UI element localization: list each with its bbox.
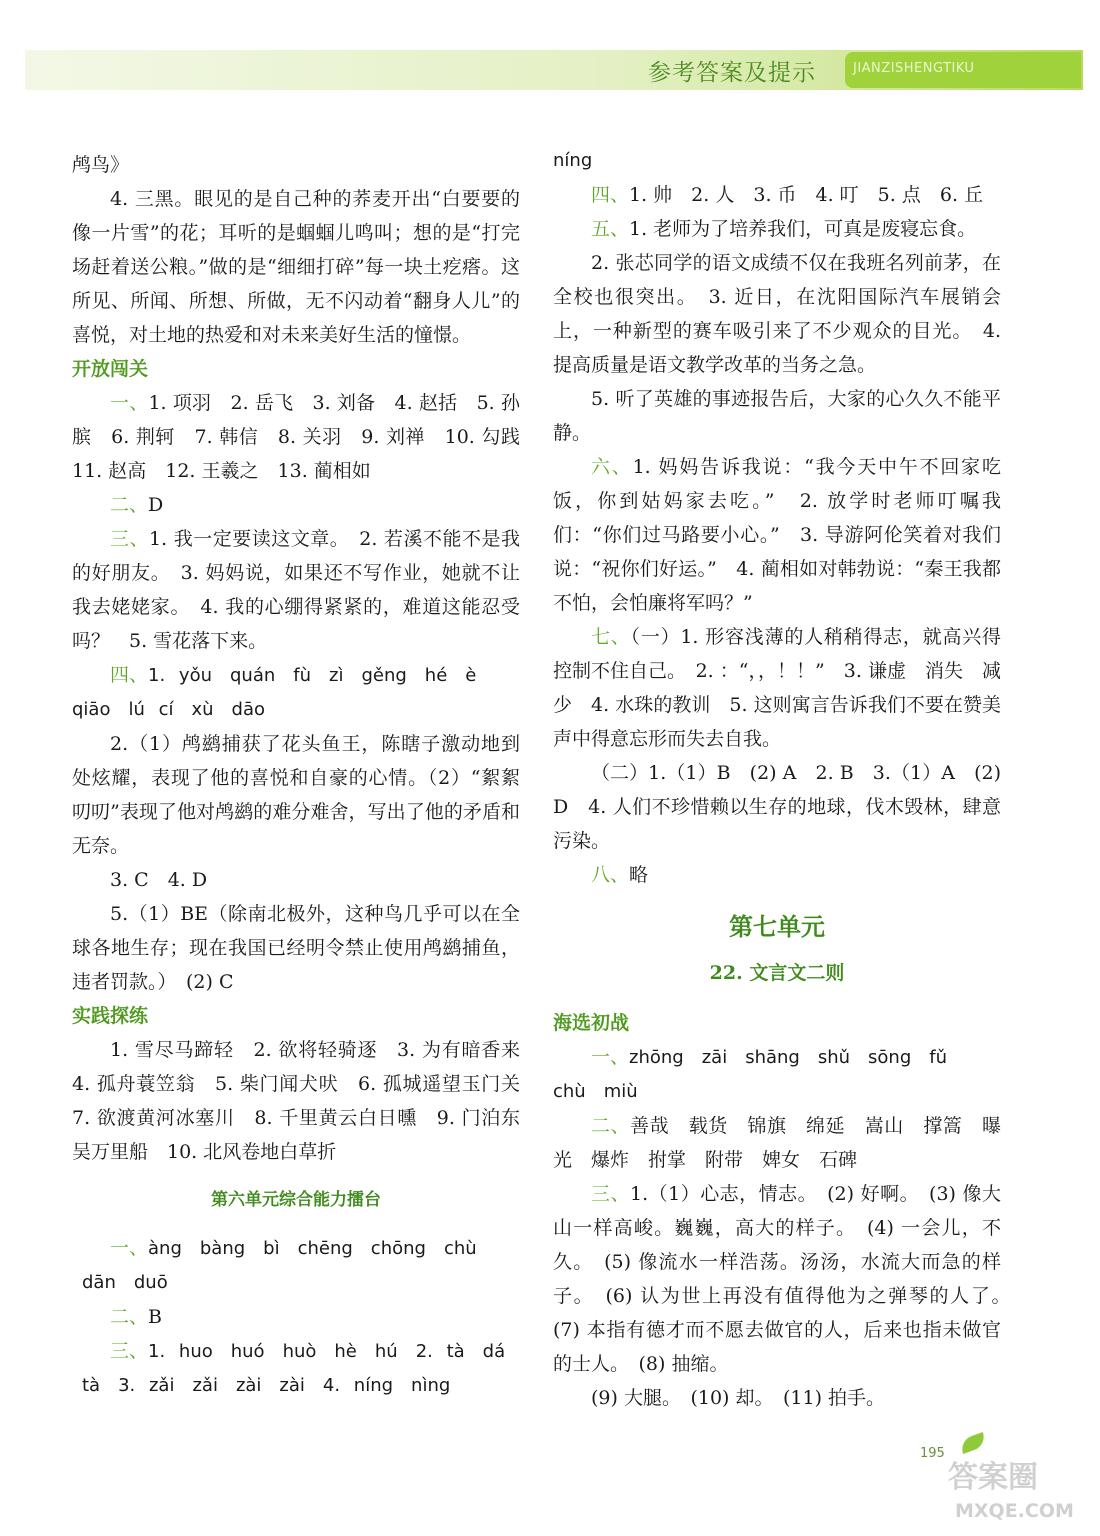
answer-line: 1. 雪尽马蹄轻 2. 欲将轻骑逐 3. 为有暗香来 4. 孤舟蓑笠翁 5. 柴门闻犬吠 6. 孤城遥望玉门关 7. 欲渡黄河冰塞川 8. 千里黄云白日曛 9. 门泊东吴万里船 10. 北风卷地白草折 <box>72 1039 540 1163</box>
item-mark: 五、 <box>591 218 630 240</box>
left-column <box>72 148 540 1403</box>
right-column <box>553 148 1021 1415</box>
item-mark: 二、 <box>591 1115 631 1137</box>
item-mark: 一、 <box>110 392 149 414</box>
comprehensive-title: 第六单元综合能力擂台 <box>211 1190 381 1210</box>
item-text: 1. 项羽 2. 岳飞 3. 刘备 4. 赵括 5. 孙膑 6. 荆轲 7. 韩信 8. 关羽 9. 刘禅 10. 勾践 11. 赵高 12. 王羲之 13. 蔺相如 <box>72 392 540 482</box>
item-mark: 三、 <box>110 528 150 550</box>
pinyin-line: 1. yǒu quán fù zì gěng hé è <box>148 665 477 686</box>
answer-item <box>72 1300 520 1334</box>
lesson-title: 22. 文言文二则 <box>709 962 845 984</box>
answer-item <box>72 522 520 658</box>
section-heading: 开放闯关 <box>72 358 149 380</box>
unit-title: 第七单元 <box>729 912 825 941</box>
section-heading: 实践探练 <box>72 1005 149 1027</box>
answer-item <box>553 178 1001 212</box>
item-text: 1.（1）心志，情志。 (2) 好啊。 (3) 像大山一样高峻。巍巍，高大的样子。 (4) 一会儿，不久。 (5) 像流水一样浩荡。汤汤，水流大而急的样子。 (6) 认为世上再没有值得他为之弹琴的人了。 (7) 本指有德才而不愿去做官的人，后来也指未做官的士人。 (8) 抽缩。 <box>553 1183 1021 1375</box>
item-mark: 六、 <box>591 456 633 478</box>
answer-item <box>72 1231 520 1266</box>
answer-item <box>72 658 520 693</box>
pinyin-line: zhōng zāi shāng shǔ sōng fǔ <box>629 1047 948 1068</box>
item-text: D <box>148 494 164 516</box>
item-mark: 二、 <box>110 1306 149 1328</box>
answer-item <box>553 620 1001 756</box>
answer-item <box>553 1109 1001 1177</box>
item-mark: 三、 <box>110 1340 149 1362</box>
answer-item <box>553 1040 1001 1075</box>
item-mark: 一、 <box>591 1046 630 1068</box>
header-title: 参考答案及提示 <box>648 60 816 86</box>
item-text: （一）1. 形容浅薄的人稍稍得志，就高兴得控制不住自己。 2. ：“，，！！” 3. 谦虚 消失 减少 4. 水珠的教训 5. 这则寓言告诉我们不要在赞美声中得意忘形而失去自我。 <box>553 626 1001 750</box>
section-heading: 海选初战 <box>553 1012 630 1034</box>
page-number: 195 <box>920 1446 945 1461</box>
answer-line: （二）1.（1）B (2) A 2. B 3.（1）A (2) D 4. 人们不珍惜赖以生存的地球，伐木毁林，肆意污染。 <box>553 762 1001 852</box>
answer-line: 2.（1）鸬鹚捕获了花头鱼王，陈瞎子激动地到处炫耀，表现了他的喜悦和自豪的心情。（2）“絮絮叨叨”表现了他对鸬鹚的难分难舍，写出了他的矛盾和无奈。 <box>72 733 520 857</box>
item-text: 1. 我一定要读这文章。 2. 若溪不能不是我的好朋友。 3. 妈妈说，如果还不写作业，她就不让我去姥姥家。 4. 我的心绷得紧紧的，难道这能忍受吗？ 5. 雪花落下来。 <box>72 528 520 652</box>
answer-line: 鸬鸟》 <box>72 154 130 176</box>
item-mark: 四、 <box>110 664 149 686</box>
pinyin-line: dān duō <box>82 1272 168 1293</box>
item-mark: 一、 <box>110 1237 149 1259</box>
watermark-logo: 答案圈 <box>948 1460 1038 1495</box>
item-mark: 二、 <box>110 494 149 516</box>
pinyin-line: tà 3. zǎi zǎi zài zài 4. níng nìng <box>82 1375 451 1396</box>
answer-line: (9) 大腿。 (10) 却。 (11) 拍手。 <box>591 1387 886 1409</box>
answer-line: 5. 听了英雄的事迹报告后，大家的心久久不能平静。 <box>553 388 1001 444</box>
answer-line: 2. 张芯同学的语文成绩不仅在我班名列前茅，在全校也很突出。 3. 近日，在沈阳国际汽车展销会上，一种新型的赛车吸引来了不少观众的目光。 4. 提高质量是语文教学改革的当务之急。 <box>553 252 1001 376</box>
item-mark: 三、 <box>591 1183 630 1205</box>
pinyin-line: qiāo lú cí xù dāo <box>72 699 266 720</box>
header-brand: JIANZISHENGTIKU <box>853 61 975 76</box>
item-text: 1. 妈妈告诉我说：“我今天中午不回家吃饭，你到姑妈家去吃。” 2. 放学时老师叮嘱我们：“你们过马路要小心。” 3. 导游阿伦笑着对我们说：“祝你们好运。” 4. 蔺相如对韩勃说：“秦王我都不怕，会怕廉将军吗？” <box>553 456 1001 614</box>
answer-item <box>72 1334 520 1369</box>
pinyin-line: 1. huo huó huò hè hú 2. tà dá <box>148 1341 506 1362</box>
item-mark: 七、 <box>591 626 631 648</box>
answer-line: 4. 三黑。眼见的是自己种的荞麦开出“白要要的像一片雪”的花；耳听的是蝈蝈儿鸣叫；想的是“打完场赶着送公粮。”做的是“细细打碎”每一块土疙瘩。这所见、所闻、所想、所做，无不闪动着“翻身人儿”的喜悦，对土地的热爱和对未来美好生活的憧憬。 <box>72 188 520 346</box>
leaf-icon <box>958 1432 987 1454</box>
item-text: 善哉 载货 锦旗 绵延 嵩山 撑篙 曝光 爆炸 拊掌 附带 婢女 石碑 <box>553 1115 1001 1171</box>
answer-line: 3. C 4. D <box>110 869 208 891</box>
item-text: B <box>148 1306 162 1328</box>
answer-item <box>553 450 1001 620</box>
pinyin-line: àng bàng bì chēng chōng chù <box>148 1238 477 1259</box>
answer-item <box>72 488 520 522</box>
answer-line: 5.（1）BE（除南北极外，这种鸟几乎可以在全球各地生存；现在我国已经明令禁止使用鸬鹚捕鱼，违者罚款。） (2) C <box>72 903 520 993</box>
item-text: 1. 老师为了培养我们，可真是废寝忘食。 <box>629 218 977 240</box>
item-text: 1. 帅 2. 人 3. 币 4. 叮 5. 点 6. 丘 <box>629 184 984 206</box>
pinyin-line: chù miù <box>553 1081 638 1102</box>
item-text: 略 <box>629 864 649 886</box>
pinyin-line: níng <box>553 150 593 171</box>
item-mark: 四、 <box>591 184 630 206</box>
answer-item <box>553 212 1001 246</box>
item-mark: 八、 <box>591 864 630 886</box>
answer-item <box>553 858 1001 892</box>
watermark-url: MXQE.COM <box>955 1500 1074 1522</box>
answer-item <box>72 386 540 488</box>
answer-item <box>553 1177 1021 1381</box>
header-brand-tab <box>845 52 1081 88</box>
